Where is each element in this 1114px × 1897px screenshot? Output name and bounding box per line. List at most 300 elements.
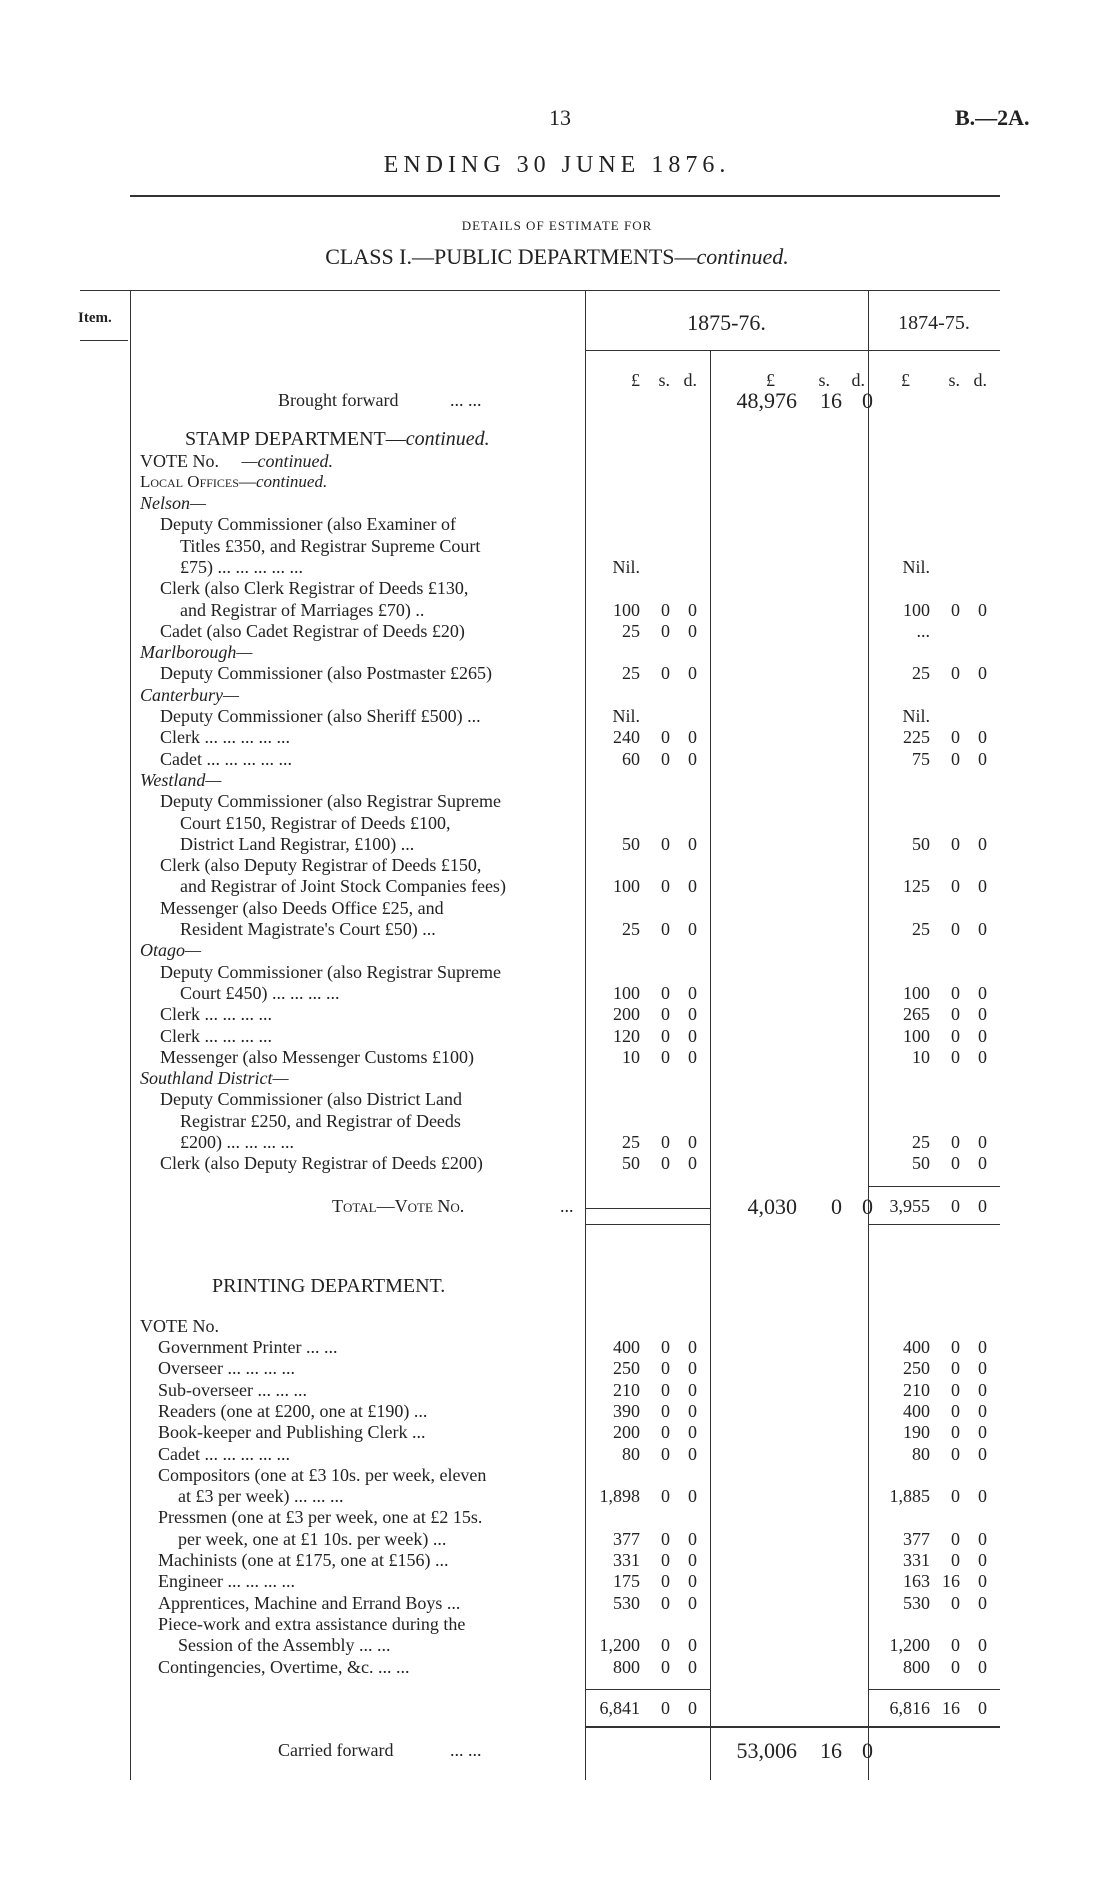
item-description: Clerk (also Deputy Registrar of Deeds £200): [160, 1153, 483, 1174]
amount-1874-pence: 0: [978, 1571, 987, 1592]
printing-subtotal-row: [0, 1698, 1114, 1719]
amount-1874-pounds: 25: [912, 663, 930, 684]
amount-1874-shillings: 0: [951, 1358, 960, 1379]
stamp-total-prev-shillings: 0: [951, 1196, 960, 1216]
amount-1874-pence: 0: [978, 919, 987, 939]
stamp-row: [0, 578, 1114, 599]
amount-1875-shillings: 0: [661, 1422, 670, 1443]
amount-1875-pounds: 400: [613, 1337, 640, 1357]
item-description: Deputy Commissioner (also District Land: [160, 1089, 462, 1110]
item-description: Registrar £250, and Registrar of Deeds: [180, 1110, 461, 1131]
amount-1875-pounds: 240: [613, 727, 640, 748]
amount-1874-pounds: 1,885: [889, 1486, 930, 1507]
amount-1875-pence: 0: [688, 1422, 697, 1443]
pence-header: d.: [683, 370, 697, 390]
amount-1874-pence: 0: [978, 727, 987, 748]
amount-1875-shillings: 0: [661, 1592, 670, 1613]
item-description: Pressmen (one at £3 per week, one at £2 15s.: [158, 1507, 483, 1528]
shilling-header: s.: [658, 370, 670, 390]
stamp-row: [0, 749, 1114, 770]
stamp-total-prev-pounds: 3,955: [889, 1196, 930, 1216]
leader-dots: ... ...: [450, 390, 482, 410]
year-header-rule: [585, 350, 1000, 351]
printing-row: [0, 1401, 1114, 1422]
stamp-total-pounds: 4,030: [747, 1194, 797, 1219]
printing-subtotal-pounds: 6,841: [599, 1698, 640, 1718]
amount-1874-shillings: 0: [951, 1656, 960, 1677]
amount-1875-shillings: 0: [661, 748, 670, 769]
amount-1875-pounds: 1,200: [599, 1635, 640, 1656]
item-description: Clerk ... ... ... ...: [160, 1004, 272, 1025]
class-title: CLASS I.—PUBLIC DEPARTMENTS—: [325, 244, 697, 269]
amount-1875-pounds: 25: [622, 1132, 640, 1152]
amount-1874-pounds: 10: [912, 1046, 930, 1067]
item-description: Court £150, Registrar of Deeds £100,: [180, 812, 451, 833]
amount-1875-pounds: 377: [613, 1528, 640, 1549]
item-description: and Registrar of Marriages £70) ..: [180, 599, 425, 620]
item-description: £200) ... ... ... ...: [180, 1132, 294, 1152]
region-heading: Otago—: [140, 940, 202, 961]
amount-1874-pounds: 100: [903, 1025, 930, 1046]
amount-1874-shillings: 0: [951, 1592, 960, 1613]
amount-1875-shillings: 0: [661, 1486, 670, 1507]
stamp-heading-title: STAMP DEPARTMENT—: [185, 428, 406, 450]
amount-1874-pence: 0: [978, 876, 987, 897]
amount-1875-pounds: 25: [622, 663, 640, 684]
table-top-rule: [80, 290, 1000, 291]
printing-row: [0, 1380, 1114, 1401]
stamp-vote-line: [140, 451, 333, 472]
amount-1875-shillings: 0: [661, 833, 670, 854]
item-description: Messenger (also Deeds Office £25, and: [160, 897, 444, 918]
amount-1874-pounds: 25: [912, 1132, 930, 1152]
amount-1874-pence: 0: [978, 663, 987, 684]
brought-forward-pounds: 48,976: [736, 388, 797, 413]
amount-1875-pence: 0: [688, 620, 697, 641]
amount-1875-pence: 0: [688, 1486, 697, 1507]
item-description: Deputy Commissioner (also Examiner of: [160, 514, 456, 535]
amount-1874-pence: 0: [978, 1635, 987, 1656]
item-description: Cadet ... ... ... ... ...: [160, 748, 292, 769]
amount-1874-pounds: 377: [903, 1528, 930, 1549]
stamp-row: [0, 876, 1114, 897]
amount-1875-shillings: 0: [661, 663, 670, 684]
pence-header: d.: [973, 370, 987, 390]
printing-subtotal-shillings: 0: [661, 1698, 670, 1718]
amount-1874-pence: 0: [978, 748, 987, 769]
amount-1875-pounds: 25: [622, 620, 640, 641]
amount-1874-pounds: 530: [903, 1592, 930, 1613]
amount-1875-shillings: 0: [661, 1025, 670, 1046]
amount-1875-shillings: 0: [661, 1400, 670, 1421]
amount-1875-shillings: 0: [661, 982, 670, 1003]
amount-1875-pounds: 390: [613, 1400, 640, 1421]
pound-header: £: [901, 370, 910, 390]
amount-1874-shillings: 0: [951, 1550, 960, 1570]
amount-1874-pence: 0: [978, 1550, 987, 1570]
amount-1875-shillings: 0: [661, 1337, 670, 1357]
amount-1875-shillings: 0: [661, 599, 670, 620]
amount-1875-pence: 0: [688, 599, 697, 620]
amount-1875-pence: 0: [688, 1153, 697, 1174]
amount-1874-shillings: 0: [951, 1004, 960, 1025]
brought-forward-label: Brought forward: [278, 390, 399, 410]
printing-row: [0, 1550, 1114, 1571]
year-header-1875-76: 1875-76.: [687, 310, 766, 335]
amount-1874-shillings: 0: [951, 1132, 960, 1152]
item-description: Cadet (also Cadet Registrar of Deeds £20): [160, 620, 465, 641]
item-column-header: Item.: [78, 310, 112, 326]
amount-1875-pence: 0: [688, 1592, 697, 1613]
item-description: Contingencies, Overtime, &c. ... ...: [158, 1656, 410, 1677]
stamp-row: [0, 557, 1114, 578]
item-description: Deputy Commissioner (also Postmaster £265): [160, 663, 492, 684]
item-description: £75) ... ... ... ... ...: [180, 556, 303, 577]
amount-1875-pounds: 331: [613, 1550, 640, 1570]
item-description: per week, one at £1 10s. per week) ...: [178, 1528, 447, 1549]
printing-heading: PRINTING DEPARTMENT.: [212, 1275, 446, 1297]
amount-1875-pence: 0: [688, 1379, 697, 1400]
amount-1874-pounds: 25: [912, 919, 930, 939]
item-description: Deputy Commissioner (also Registrar Supreme: [160, 961, 501, 982]
stamp-total-rule-lower: [585, 1224, 710, 1225]
amount-1874-shillings: 0: [951, 1337, 960, 1357]
amount-1875-pounds: 210: [613, 1379, 640, 1400]
amount-1874-pence: 0: [978, 1358, 987, 1379]
stamp-row: [0, 1004, 1114, 1025]
amount-1874-shillings: 0: [951, 1025, 960, 1046]
stamp-total-prev-pence: 0: [978, 1196, 987, 1216]
amount-1875-shillings: 0: [661, 1046, 670, 1067]
stamp-row: [0, 642, 1114, 663]
amount-1874-shillings: 0: [951, 748, 960, 769]
amount-1874-pounds: 400: [903, 1337, 930, 1357]
printing-row: [0, 1529, 1114, 1550]
amount-1875-shillings: 0: [661, 1443, 670, 1464]
amount-1875-pence: 0: [688, 1025, 697, 1046]
item-description: Clerk (also Deputy Registrar of Deeds £150,: [160, 855, 482, 876]
amount-1875-shillings: 0: [661, 1571, 670, 1592]
details-heading: DETAILS OF ESTIMATE FOR: [461, 218, 653, 233]
stamp-total-row: [0, 1196, 1114, 1222]
amount-1875-pounds: Nil.: [612, 556, 640, 577]
amount-1875-pence: 0: [688, 1443, 697, 1464]
printing-vote: VOTE No.: [140, 1316, 219, 1336]
region-heading: Marlborough—: [140, 642, 253, 663]
amount-1875-pence: 0: [688, 1528, 697, 1549]
item-description: Clerk (also Clerk Registrar of Deeds £130,: [160, 578, 469, 599]
amount-1875-pence: 0: [688, 1400, 697, 1421]
item-description: Sub-overseer ... ... ...: [158, 1379, 307, 1400]
amount-1874-pounds: 210: [903, 1379, 930, 1400]
amount-1874-shillings: 0: [951, 1422, 960, 1443]
brought-forward-pence: 0: [862, 388, 873, 413]
amount-1875-shillings: 0: [661, 1004, 670, 1025]
amount-1874-shillings: 16: [942, 1571, 960, 1592]
amount-1874-pounds: 1,200: [889, 1635, 930, 1656]
amount-1875-pounds: 200: [613, 1004, 640, 1025]
amount-1874-pence: 0: [978, 1400, 987, 1421]
stamp-prev-total-rule: [868, 1186, 1000, 1187]
item-description: Deputy Commissioner (also Registrar Supreme: [160, 791, 501, 812]
item-description: Apprentices, Machine and Errand Boys ...: [158, 1592, 461, 1613]
printing-row: [0, 1507, 1114, 1528]
item-description: Titles £350, and Registrar Supreme Court: [180, 535, 481, 556]
amount-1874-shillings: 0: [951, 599, 960, 620]
local-offices-line: [140, 472, 327, 492]
amount-1875-pounds: 25: [622, 919, 640, 939]
printing-subtotal-pence: 0: [688, 1698, 697, 1718]
item-description: Engineer ... ... ... ...: [158, 1571, 295, 1592]
amount-1874-shillings: 0: [951, 1486, 960, 1507]
amount-1875-pounds: 120: [613, 1025, 640, 1046]
amount-1874-pounds: 50: [912, 1153, 930, 1174]
amount-1874-pounds: ...: [916, 620, 930, 641]
stamp-row: [0, 1068, 1114, 1089]
amount-1874-pounds: 125: [903, 876, 930, 897]
item-description: Compositors (one at £3 10s. per week, eleven: [158, 1464, 487, 1485]
amount-1874-pence: 0: [978, 833, 987, 854]
amount-1874-pounds: 75: [912, 748, 930, 769]
amount-1874-pence: 0: [978, 1337, 987, 1357]
stamp-row: [0, 1089, 1114, 1110]
leader-dots: ... ...: [450, 1740, 482, 1760]
item-description: District Land Registrar, £100) ...: [180, 833, 415, 854]
stamp-heading: [185, 428, 490, 451]
carried-forward-rule: [585, 1726, 1000, 1728]
stamp-row: [0, 1047, 1114, 1068]
stamp-row: [0, 1153, 1114, 1174]
amount-1875-pounds: 800: [613, 1656, 640, 1677]
amount-1874-pounds: 265: [903, 1004, 930, 1025]
region-heading: Southland District—: [140, 1068, 289, 1089]
stamp-prev-total-rule-lower: [868, 1224, 1000, 1225]
stamp-row: [0, 663, 1114, 684]
printing-row: [0, 1614, 1114, 1635]
item-description: Court £450) ... ... ... ...: [180, 982, 340, 1003]
printing-row: [0, 1571, 1114, 1592]
stamp-row: [0, 770, 1114, 791]
amount-1874-pounds: 800: [903, 1656, 930, 1677]
vote-label: VOTE No.: [140, 451, 219, 471]
printing-subtotal-prev-pence: 0: [978, 1698, 987, 1718]
item-description: Overseer ... ... ... ...: [158, 1358, 295, 1379]
class-heading: [0, 244, 1114, 270]
amount-1875-pence: 0: [688, 1550, 697, 1570]
amount-1874-pounds: 80: [912, 1443, 930, 1464]
amount-1874-pence: 0: [978, 1025, 987, 1046]
item-description: Clerk ... ... ... ... ...: [160, 727, 290, 748]
stamp-row: [0, 621, 1114, 642]
item-description: Machinists (one at £175, one at £156) ...: [158, 1550, 449, 1570]
carried-forward-row: [0, 1740, 1114, 1766]
amount-1874-shillings: 0: [951, 1635, 960, 1656]
amount-1875-pence: 0: [688, 982, 697, 1003]
amount-1875-pence: 0: [688, 727, 697, 748]
item-description: at £3 per week) ... ... ...: [178, 1486, 344, 1507]
item-description: and Registrar of Joint Stock Companies fees): [180, 876, 506, 897]
amount-1875-shillings: 0: [661, 620, 670, 641]
amount-1875-pounds: 100: [613, 982, 640, 1003]
amount-1874-pence: 0: [978, 1046, 987, 1067]
amount-1874-pence: 0: [978, 982, 987, 1003]
printing-subtotal-prev-pounds: 6,816: [889, 1698, 930, 1718]
amount-1874-pence: 0: [978, 1379, 987, 1400]
amount-1875-shillings: 0: [661, 1358, 670, 1379]
amount-1874-shillings: 0: [951, 1400, 960, 1421]
item-description: Readers (one at £200, one at £190) ...: [158, 1400, 428, 1421]
amount-1875-pence: 0: [688, 1337, 697, 1357]
stamp-row: [0, 1132, 1114, 1153]
amount-1875-pence: 0: [688, 919, 697, 939]
stamp-row: [0, 1111, 1114, 1132]
stamp-row: [0, 706, 1114, 727]
stamp-row: [0, 855, 1114, 876]
amount-1874-shillings: 0: [951, 727, 960, 748]
stamp-row: [0, 898, 1114, 919]
amount-1875-pounds: 100: [613, 599, 640, 620]
class-title-cont: continued.: [696, 244, 789, 269]
amount-1874-shillings: 0: [951, 1528, 960, 1549]
brought-forward-row: [0, 390, 1114, 416]
period-heading: ENDING 30 JUNE 1876.: [383, 152, 731, 178]
amount-1875-pounds: 250: [613, 1358, 640, 1379]
amount-1874-pence: 0: [978, 1528, 987, 1549]
amount-1874-pounds: 331: [903, 1550, 930, 1570]
amount-1874-pence: 0: [978, 1486, 987, 1507]
amount-1874-pence: 0: [978, 1656, 987, 1677]
amount-1875-shillings: 0: [661, 1132, 670, 1152]
amount-1875-shillings: 0: [661, 1656, 670, 1677]
stamp-row: [0, 514, 1114, 535]
amount-1874-pounds: 163: [903, 1571, 930, 1592]
brought-forward-shillings: 16: [820, 388, 842, 413]
amount-1875-shillings: 0: [661, 1550, 670, 1570]
amount-1874-pence: 0: [978, 1153, 987, 1174]
stamp-total-shillings: 0: [831, 1194, 842, 1219]
region-heading: Nelson—: [140, 493, 207, 513]
stamp-row: [0, 493, 1114, 514]
amount-1874-pence: 0: [978, 1422, 987, 1443]
amount-1875-pence: 0: [688, 1046, 697, 1067]
region-heading: Westland—: [140, 769, 222, 790]
amount-1874-shillings: 0: [951, 876, 960, 897]
amount-1874-shillings: 0: [951, 663, 960, 684]
amount-1874-pounds: Nil.: [902, 706, 930, 726]
amount-1875-shillings: 0: [661, 1379, 670, 1400]
stamp-total-label: Total—Vote No.: [332, 1196, 465, 1216]
item-header-underline: [80, 340, 128, 341]
stamp-row: [0, 834, 1114, 855]
shilling-header: s.: [818, 370, 830, 390]
item-description: Piece-work and extra assistance during the: [158, 1613, 466, 1634]
item-description: Resident Magistrate's Court £50) ...: [180, 919, 436, 939]
header-rule: [130, 195, 1000, 197]
printing-row: [0, 1657, 1114, 1678]
amount-1874-shillings: 0: [951, 1443, 960, 1464]
amount-1875-shillings: 0: [661, 1635, 670, 1656]
currency-header-row: [0, 370, 1114, 391]
page-number: 13: [549, 105, 571, 130]
amount-1874-pence: 0: [978, 1443, 987, 1464]
stamp-row: [0, 919, 1114, 940]
pound-header: £: [631, 370, 640, 390]
carried-forward-pounds: 53,006: [736, 1738, 797, 1763]
amount-1874-shillings: 0: [951, 1379, 960, 1400]
item-description: Government Printer ... ...: [158, 1337, 338, 1357]
printing-row: [0, 1486, 1114, 1507]
item-description: Messenger (also Messenger Customs £100): [160, 1046, 474, 1067]
amount-1875-pounds: 60: [622, 748, 640, 769]
item-description: Deputy Commissioner (also Sheriff £500) ...: [160, 706, 481, 726]
shilling-header: s.: [948, 370, 960, 390]
amount-1874-pounds: 250: [903, 1358, 930, 1379]
item-description: Book-keeper and Publishing Clerk ...: [158, 1422, 426, 1443]
stamp-row: [0, 983, 1114, 1004]
amount-1875-pence: 0: [688, 1358, 697, 1379]
printing-prev-subtotal-rule: [868, 1689, 1000, 1690]
printing-row: [0, 1444, 1114, 1465]
amount-1875-pounds: 175: [613, 1571, 640, 1592]
printing-row: [0, 1358, 1114, 1379]
carried-forward-shillings: 16: [820, 1738, 842, 1763]
amount-1874-pence: 0: [978, 1132, 987, 1152]
printing-row: [0, 1465, 1114, 1486]
printing-subtotal-rule: [585, 1689, 710, 1690]
amount-1875-pence: 0: [688, 876, 697, 897]
item-description: Session of the Assembly ... ...: [178, 1635, 391, 1656]
stamp-row: [0, 536, 1114, 557]
amount-1875-pence: 0: [688, 1004, 697, 1025]
amount-1875-shillings: 0: [661, 876, 670, 897]
amount-1874-pounds: Nil.: [902, 556, 930, 577]
amount-1874-shillings: 0: [951, 1153, 960, 1174]
amount-1875-pounds: Nil.: [612, 706, 640, 726]
amount-1875-pence: 0: [688, 1571, 697, 1592]
item-description: Clerk ... ... ... ...: [160, 1025, 272, 1046]
amount-1875-pence: 0: [688, 833, 697, 854]
stamp-row: [0, 791, 1114, 812]
leader-dots: ...: [560, 1196, 574, 1216]
amount-1874-shillings: 0: [951, 982, 960, 1003]
amount-1875-pence: 0: [688, 748, 697, 769]
amount-1875-pounds: 50: [622, 1153, 640, 1174]
printing-row: [0, 1422, 1114, 1443]
page-reference: B.—2A.: [955, 105, 1030, 130]
stamp-row: [0, 940, 1114, 961]
amount-1875-pounds: 530: [613, 1592, 640, 1613]
stamp-row: [0, 1026, 1114, 1047]
stamp-row: [0, 813, 1114, 834]
amount-1874-shillings: 0: [951, 919, 960, 939]
amount-1874-pence: 0: [978, 1592, 987, 1613]
amount-1875-shillings: 0: [661, 727, 670, 748]
amount-1875-shillings: 0: [661, 1528, 670, 1549]
amount-1875-pounds: 100: [613, 876, 640, 897]
printing-subtotal-prev-shillings: 16: [942, 1698, 960, 1718]
local-offices-cont: continued.: [255, 472, 328, 491]
amount-1875-pence: 0: [688, 1656, 697, 1677]
printing-row: [0, 1337, 1114, 1358]
amount-1874-pence: 0: [978, 599, 987, 620]
stamp-row: [0, 962, 1114, 983]
amount-1875-pounds: 200: [613, 1422, 640, 1443]
amount-1875-pounds: 80: [622, 1443, 640, 1464]
stamp-row: [0, 685, 1114, 706]
vote-cont: —continued.: [241, 451, 333, 471]
amount-1874-pounds: 100: [903, 599, 930, 620]
printing-row: [0, 1635, 1114, 1656]
